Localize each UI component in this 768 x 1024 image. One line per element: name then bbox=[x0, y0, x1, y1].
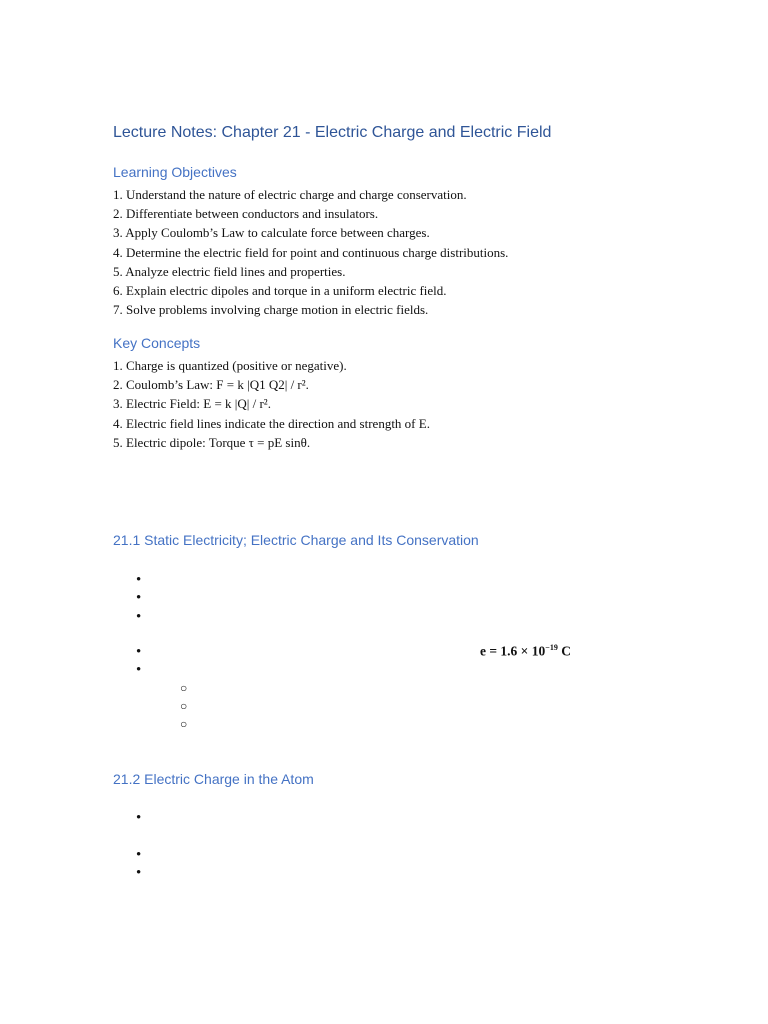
list-item: 5. Electric dipole: Torque τ = pE sinθ. bbox=[113, 434, 311, 450]
formula-unit: C bbox=[557, 643, 571, 659]
section-21-2-heading: 21.2 Electric Charge in the Atom bbox=[113, 771, 314, 787]
bullet-marker: • bbox=[136, 662, 142, 678]
document-title: Lecture Notes: Chapter 21 - Electric Charge and Electric Field bbox=[113, 124, 552, 141]
list-item: 3. Electric Field: E = k |Q| / r². bbox=[113, 396, 271, 412]
list-item: 2. Coulomb’s Law: F = k |Q1 Q2| / r². bbox=[113, 377, 309, 393]
learning-objectives-list bbox=[113, 185, 508, 319]
list-item: 1. Understand the nature of electric charge and charge conservation. bbox=[113, 187, 467, 202]
subbullet-marker: ○ bbox=[180, 717, 188, 731]
bullet-marker: • bbox=[136, 865, 142, 881]
list-item: 5. Analyze electric field lines and properties. bbox=[113, 263, 346, 279]
list-item: 2. Differentiate between conductors and insulators. bbox=[113, 206, 379, 222]
list-item: 4. Electric field lines indicate the direction and strength of E. bbox=[113, 415, 430, 431]
list-item: 6. Explain electric dipoles and torque in a uniform electric field. bbox=[113, 283, 447, 299]
subbullet-marker: ○ bbox=[180, 681, 188, 695]
subbullet-marker: ○ bbox=[180, 699, 188, 713]
list-item: 4. Determine the electric field for point and continuous charge distributions. bbox=[113, 244, 509, 260]
bullet-marker: • bbox=[136, 847, 142, 863]
bullet-marker: • bbox=[136, 810, 142, 826]
key-concepts-heading: Key Concepts bbox=[113, 335, 201, 351]
learning-objectives-heading: Learning Objectives bbox=[113, 164, 237, 180]
list-item: 3. Apply Coulomb’s Law to calculate force between charges. bbox=[113, 225, 430, 241]
bullet-marker: • bbox=[136, 590, 142, 606]
list-item: 7. Solve problems involving charge motion in electric fields. bbox=[113, 302, 429, 318]
formula-base: e = 1.6 × 10 bbox=[480, 643, 546, 659]
elementary-charge-formula bbox=[480, 643, 571, 660]
bullet-marker: • bbox=[136, 609, 142, 625]
section-21-1-heading: 21.1 Static Electricity; Electric Charge and Its Conservation bbox=[113, 532, 479, 548]
formula-exponent: −19 bbox=[545, 643, 558, 652]
bullet-marker: • bbox=[136, 572, 142, 588]
bullet-marker: • bbox=[136, 644, 142, 660]
list-item: 1. Charge is quantized (positive or negative). bbox=[113, 358, 347, 373]
key-concepts-list bbox=[113, 356, 430, 452]
